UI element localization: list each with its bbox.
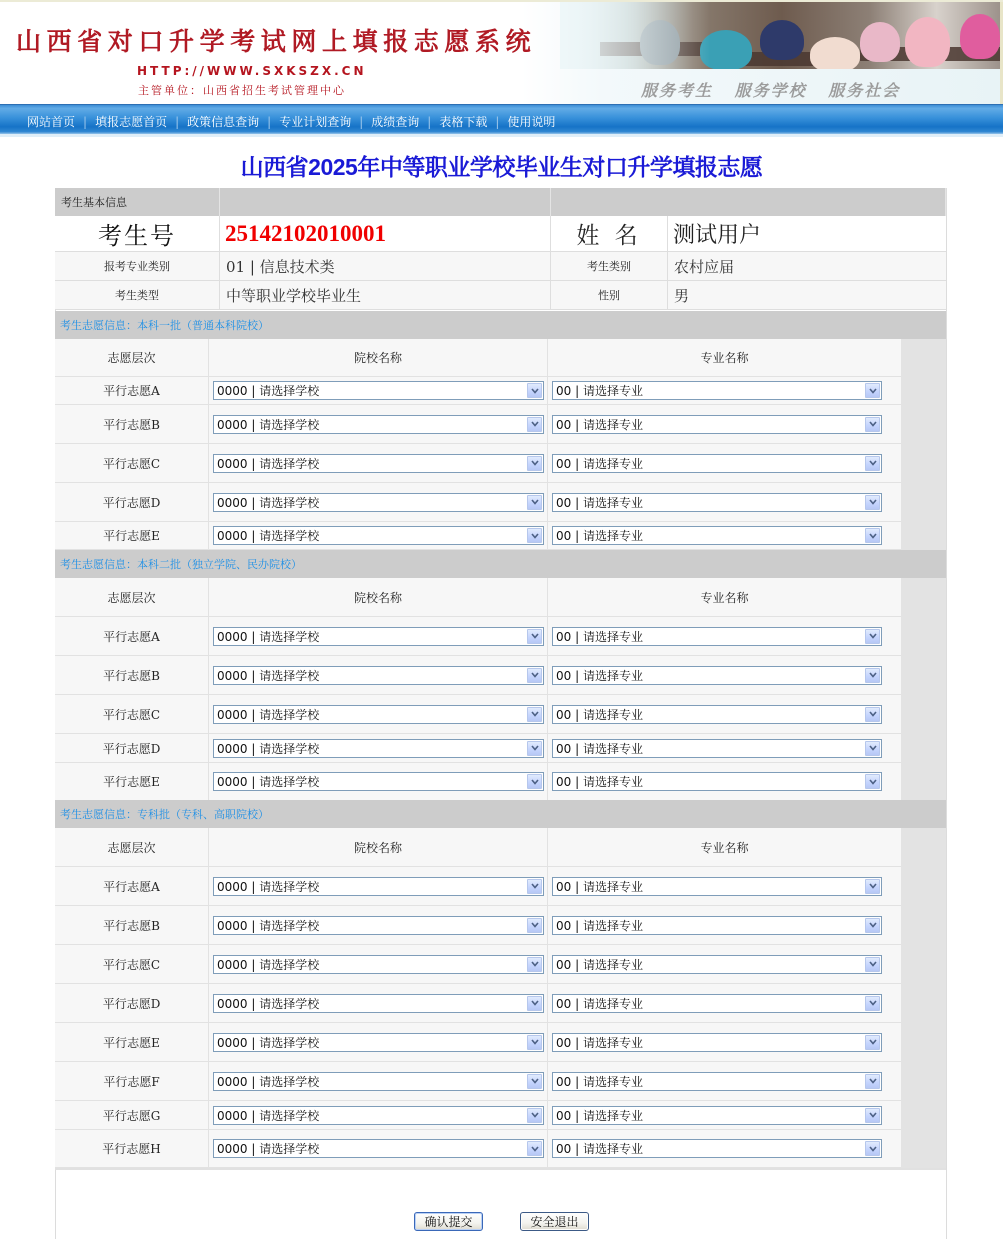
school-select-value: 0000 | 请选择学校 (217, 1108, 320, 1123)
chevron-down-icon[interactable] (865, 1074, 880, 1089)
section-title: 考生志愿信息：本科一批（普通本科院校） (55, 311, 946, 339)
preference-row (55, 444, 901, 483)
column-header-row (55, 828, 901, 867)
nav-score-query[interactable]: 成绩查询 (371, 115, 420, 129)
major-select[interactable] (552, 955, 882, 974)
preference-row (55, 734, 901, 763)
preference-label: 平行志愿E (55, 522, 209, 549)
bottom-divider (55, 1168, 946, 1170)
section-title: 考生志愿信息：专科批（专科、高职院校） (55, 800, 946, 828)
name-label: 姓 名 (551, 216, 668, 252)
preference-label: 平行志愿H (55, 1130, 209, 1167)
major-select-value: 00 | 请选择专业 (556, 456, 643, 471)
major-select[interactable] (552, 877, 882, 896)
slogan-3: 服务社会 (828, 81, 901, 100)
slogan (641, 78, 914, 101)
major-select-value: 00 | 请选择专业 (556, 1035, 643, 1050)
column-level: 志愿层次 (55, 828, 209, 866)
chevron-down-icon[interactable] (527, 456, 542, 471)
column-school: 院校名称 (209, 339, 548, 376)
school-select[interactable] (213, 1072, 544, 1091)
section-side-strip (901, 339, 946, 550)
column-major: 专业名称 (700, 590, 749, 605)
major-select-value: 00 | 请选择专业 (556, 775, 643, 789)
preference-row (55, 906, 901, 945)
chevron-down-icon[interactable] (527, 629, 542, 644)
major-select[interactable] (552, 705, 882, 724)
student-type-value: 中等职业学校毕业生 (220, 281, 551, 310)
preference-row (55, 1062, 901, 1101)
chevron-down-icon[interactable] (527, 918, 542, 933)
major-select[interactable] (552, 1072, 882, 1091)
submit-button[interactable]: 确认提交 (414, 1212, 483, 1231)
preference-row (55, 1130, 901, 1168)
nav-user-guide[interactable]: 使用说明 (507, 115, 556, 129)
chevron-down-icon[interactable] (865, 1035, 880, 1050)
student-category-label: 考生类别 (551, 252, 668, 281)
nav-major-plan-query[interactable]: 专业计划查询 (279, 115, 352, 129)
chevron-down-icon[interactable] (527, 1108, 542, 1123)
school-select-value: 0000 | 请选择学校 (217, 668, 320, 683)
nav-divider (0, 134, 1003, 137)
school-select-value: 0000 | 请选择学校 (217, 417, 320, 432)
category-row (55, 252, 946, 281)
preference-label: 平行志愿E (55, 1023, 209, 1061)
chevron-down-icon[interactable] (865, 456, 880, 471)
preference-row (55, 695, 901, 734)
chevron-down-icon[interactable] (527, 996, 542, 1011)
school-select-value: 0000 | 请选择学校 (217, 456, 320, 471)
chevron-down-icon[interactable] (865, 741, 880, 756)
section-title: 考生志愿信息：本科二批（独立学院、民办院校） (55, 550, 946, 578)
column-school: 院校名称 (209, 828, 548, 866)
major-select-value: 00 | 请选择专业 (556, 1108, 643, 1123)
gender-value: 男 (668, 281, 946, 310)
preference-label: 平行志愿B (55, 405, 209, 443)
exam-hall-photo (560, 2, 1003, 69)
logout-button[interactable]: 安全退出 (520, 1212, 589, 1231)
basic-info-title: 考生基本信息 (55, 188, 220, 216)
chevron-down-icon[interactable] (527, 1141, 542, 1156)
chevron-down-icon[interactable] (527, 383, 542, 398)
major-select-value: 00 | 请选择专业 (556, 495, 643, 510)
major-select-value: 00 | 请选择专业 (556, 879, 643, 894)
preference-label: 平行志愿A (55, 867, 209, 905)
exam-no-value: 25142102010001 (220, 216, 551, 252)
nav-separator: | (495, 114, 500, 129)
school-select[interactable] (213, 705, 544, 724)
major-category-label: 报考专业类别 (55, 252, 220, 281)
school-select-value: 0000 | 请选择学校 (217, 1035, 320, 1050)
preference-row (55, 405, 901, 444)
school-select-value: 0000 | 请选择学校 (217, 384, 320, 398)
exam-id-row (55, 216, 946, 252)
nav-separator: | (83, 114, 88, 129)
school-select-value: 0000 | 请选择学校 (217, 775, 320, 789)
school-select[interactable] (213, 1106, 544, 1125)
preference-label: 平行志愿D (55, 483, 209, 521)
major-select-value: 00 | 请选择专业 (556, 741, 643, 756)
preference-row (55, 763, 901, 801)
column-level: 志愿层次 (55, 578, 209, 616)
major-select[interactable] (552, 1139, 882, 1158)
column-header-row (55, 578, 901, 617)
slogan-2: 服务学校 (734, 81, 807, 100)
nav-forms-download[interactable]: 表格下载 (439, 115, 488, 129)
chevron-down-icon[interactable] (865, 957, 880, 972)
preference-row (55, 984, 901, 1023)
preference-label: 平行志愿D (55, 734, 209, 762)
chevron-down-icon[interactable] (527, 528, 542, 543)
nav-application-home[interactable]: 填报志愿首页 (95, 115, 168, 129)
chevron-down-icon[interactable] (527, 1074, 542, 1089)
school-select[interactable] (213, 916, 544, 935)
major-select-value: 00 | 请选择专业 (556, 668, 643, 683)
chevron-down-icon[interactable] (865, 707, 880, 722)
chevron-down-icon[interactable] (865, 495, 880, 510)
basic-info-header (55, 188, 946, 216)
preference-label: 平行志愿C (55, 444, 209, 482)
organization-label: 主管单位：山西省招生考试管理中心 (138, 84, 346, 97)
school-select[interactable] (213, 739, 544, 758)
school-select[interactable] (213, 526, 544, 545)
nav-separator: | (267, 114, 272, 129)
school-select-value: 0000 | 请选择学校 (217, 957, 320, 972)
major-select[interactable] (552, 772, 882, 791)
section-side-strip (901, 578, 946, 801)
school-select[interactable] (213, 1139, 544, 1158)
preference-row (55, 1023, 901, 1062)
chevron-down-icon[interactable] (865, 668, 880, 683)
chevron-down-icon[interactable] (865, 1141, 880, 1156)
preference-row (55, 1101, 901, 1130)
preference-label: 平行志愿B (55, 656, 209, 694)
school-select-value: 0000 | 请选择学校 (217, 529, 320, 543)
major-select[interactable] (552, 415, 882, 434)
major-select[interactable] (552, 381, 882, 400)
chevron-down-icon[interactable] (527, 774, 542, 789)
nav-home[interactable]: 网站首页 (27, 115, 76, 129)
preference-row (55, 483, 901, 522)
chevron-down-icon[interactable] (527, 741, 542, 756)
preference-label: 平行志愿B (55, 906, 209, 944)
school-select-value: 0000 | 请选择学校 (217, 629, 320, 644)
major-select[interactable] (552, 994, 882, 1013)
slogan-1: 服务考生 (641, 81, 714, 100)
chevron-down-icon[interactable] (865, 528, 880, 543)
major-select-value: 00 | 请选择专业 (556, 957, 643, 972)
exam-no-label: 考生号 (55, 216, 220, 252)
major-select[interactable] (552, 1033, 882, 1052)
chevron-down-icon[interactable] (865, 1108, 880, 1123)
school-select-value: 0000 | 请选择学校 (217, 918, 320, 933)
major-select[interactable] (552, 526, 882, 545)
chevron-down-icon[interactable] (865, 417, 880, 432)
school-select[interactable] (213, 955, 544, 974)
school-select-value: 0000 | 请选择学校 (217, 1142, 320, 1156)
major-select[interactable] (552, 454, 882, 473)
page-title: 山西省2025年中等职业学校毕业生对口升学填报志愿 (240, 154, 763, 180)
preference-row (55, 617, 901, 656)
chevron-down-icon[interactable] (865, 774, 880, 789)
major-select[interactable] (552, 739, 882, 758)
school-select-value: 0000 | 请选择学校 (217, 1074, 320, 1089)
preference-row (55, 522, 901, 550)
major-select[interactable] (552, 666, 882, 685)
school-select[interactable] (213, 877, 544, 896)
chevron-down-icon[interactable] (527, 417, 542, 432)
chevron-down-icon[interactable] (527, 668, 542, 683)
major-select-value: 00 | 请选择专业 (556, 996, 643, 1011)
major-category-value: 01 | 信息技术类 (220, 252, 551, 281)
school-select[interactable] (213, 772, 544, 791)
student-category-value: 农村应届 (668, 252, 946, 281)
major-select-value: 00 | 请选择专业 (556, 384, 643, 398)
preference-label: 平行志愿G (55, 1101, 209, 1129)
school-select[interactable] (213, 994, 544, 1013)
school-select[interactable] (213, 415, 544, 434)
site-url: HTTP://WWW.SXKSZX.CN (137, 64, 367, 78)
chevron-down-icon[interactable] (527, 495, 542, 510)
preference-label: 平行志愿C (55, 695, 209, 733)
preference-label: 平行志愿C (55, 945, 209, 983)
type-row (55, 281, 946, 310)
preference-label: 平行志愿A (55, 377, 209, 404)
nav-policy-query[interactable]: 政策信息查询 (187, 115, 260, 129)
school-select[interactable] (213, 666, 544, 685)
preference-label: 平行志愿F (55, 1062, 209, 1100)
chevron-down-icon[interactable] (527, 707, 542, 722)
section-side-strip (901, 828, 946, 1168)
chevron-down-icon[interactable] (865, 879, 880, 894)
gender-label: 性别 (551, 281, 668, 310)
school-select-value: 0000 | 请选择学校 (217, 707, 320, 722)
chevron-down-icon[interactable] (865, 918, 880, 933)
school-select[interactable] (213, 381, 544, 400)
major-select-value: 00 | 请选择专业 (556, 707, 643, 722)
major-select[interactable] (552, 916, 882, 935)
system-title: 山西省对口升学考试网上填报志愿系统 (16, 27, 537, 56)
chevron-down-icon[interactable] (527, 957, 542, 972)
preference-label: 平行志愿A (55, 617, 209, 655)
column-header-row (55, 339, 901, 377)
preference-row (55, 377, 901, 405)
major-select-value: 00 | 请选择专业 (556, 629, 643, 644)
chevron-down-icon[interactable] (865, 996, 880, 1011)
chevron-down-icon[interactable] (527, 1035, 542, 1050)
school-select[interactable] (213, 1033, 544, 1052)
preference-label: 平行志愿E (55, 763, 209, 800)
column-major: 专业名称 (700, 840, 749, 855)
chevron-down-icon[interactable] (865, 629, 880, 644)
school-select-value: 0000 | 请选择学校 (217, 879, 320, 894)
name-value: 测试用户 (668, 216, 946, 252)
column-school: 院校名称 (209, 578, 548, 616)
major-select[interactable] (552, 493, 882, 512)
major-select-value: 00 | 请选择专业 (556, 918, 643, 933)
major-select-value: 00 | 请选择专业 (556, 1074, 643, 1089)
student-type-label: 考生类型 (55, 281, 220, 310)
chevron-down-icon[interactable] (527, 879, 542, 894)
school-select[interactable] (213, 493, 544, 512)
major-select-value: 00 | 请选择专业 (556, 1142, 643, 1156)
main-nav (0, 104, 1003, 134)
school-select-value: 0000 | 请选择学校 (217, 495, 320, 510)
nav-separator: | (359, 114, 364, 129)
preference-row (55, 656, 901, 695)
major-select-value: 00 | 请选择专业 (556, 417, 643, 432)
column-major: 专业名称 (700, 351, 749, 365)
site-banner (0, 0, 1003, 104)
preference-row (55, 945, 901, 984)
school-select[interactable] (213, 627, 544, 646)
preference-label: 平行志愿D (55, 984, 209, 1022)
major-select[interactable] (552, 1106, 882, 1125)
major-select[interactable] (552, 627, 882, 646)
nav-separator: | (175, 114, 180, 129)
column-level: 志愿层次 (55, 339, 209, 376)
school-select[interactable] (213, 454, 544, 473)
chevron-down-icon[interactable] (865, 383, 880, 398)
preference-row (55, 867, 901, 906)
major-select-value: 00 | 请选择专业 (556, 529, 643, 543)
school-select-value: 0000 | 请选择学校 (217, 741, 320, 756)
nav-separator: | (427, 114, 432, 129)
school-select-value: 0000 | 请选择学校 (217, 996, 320, 1011)
